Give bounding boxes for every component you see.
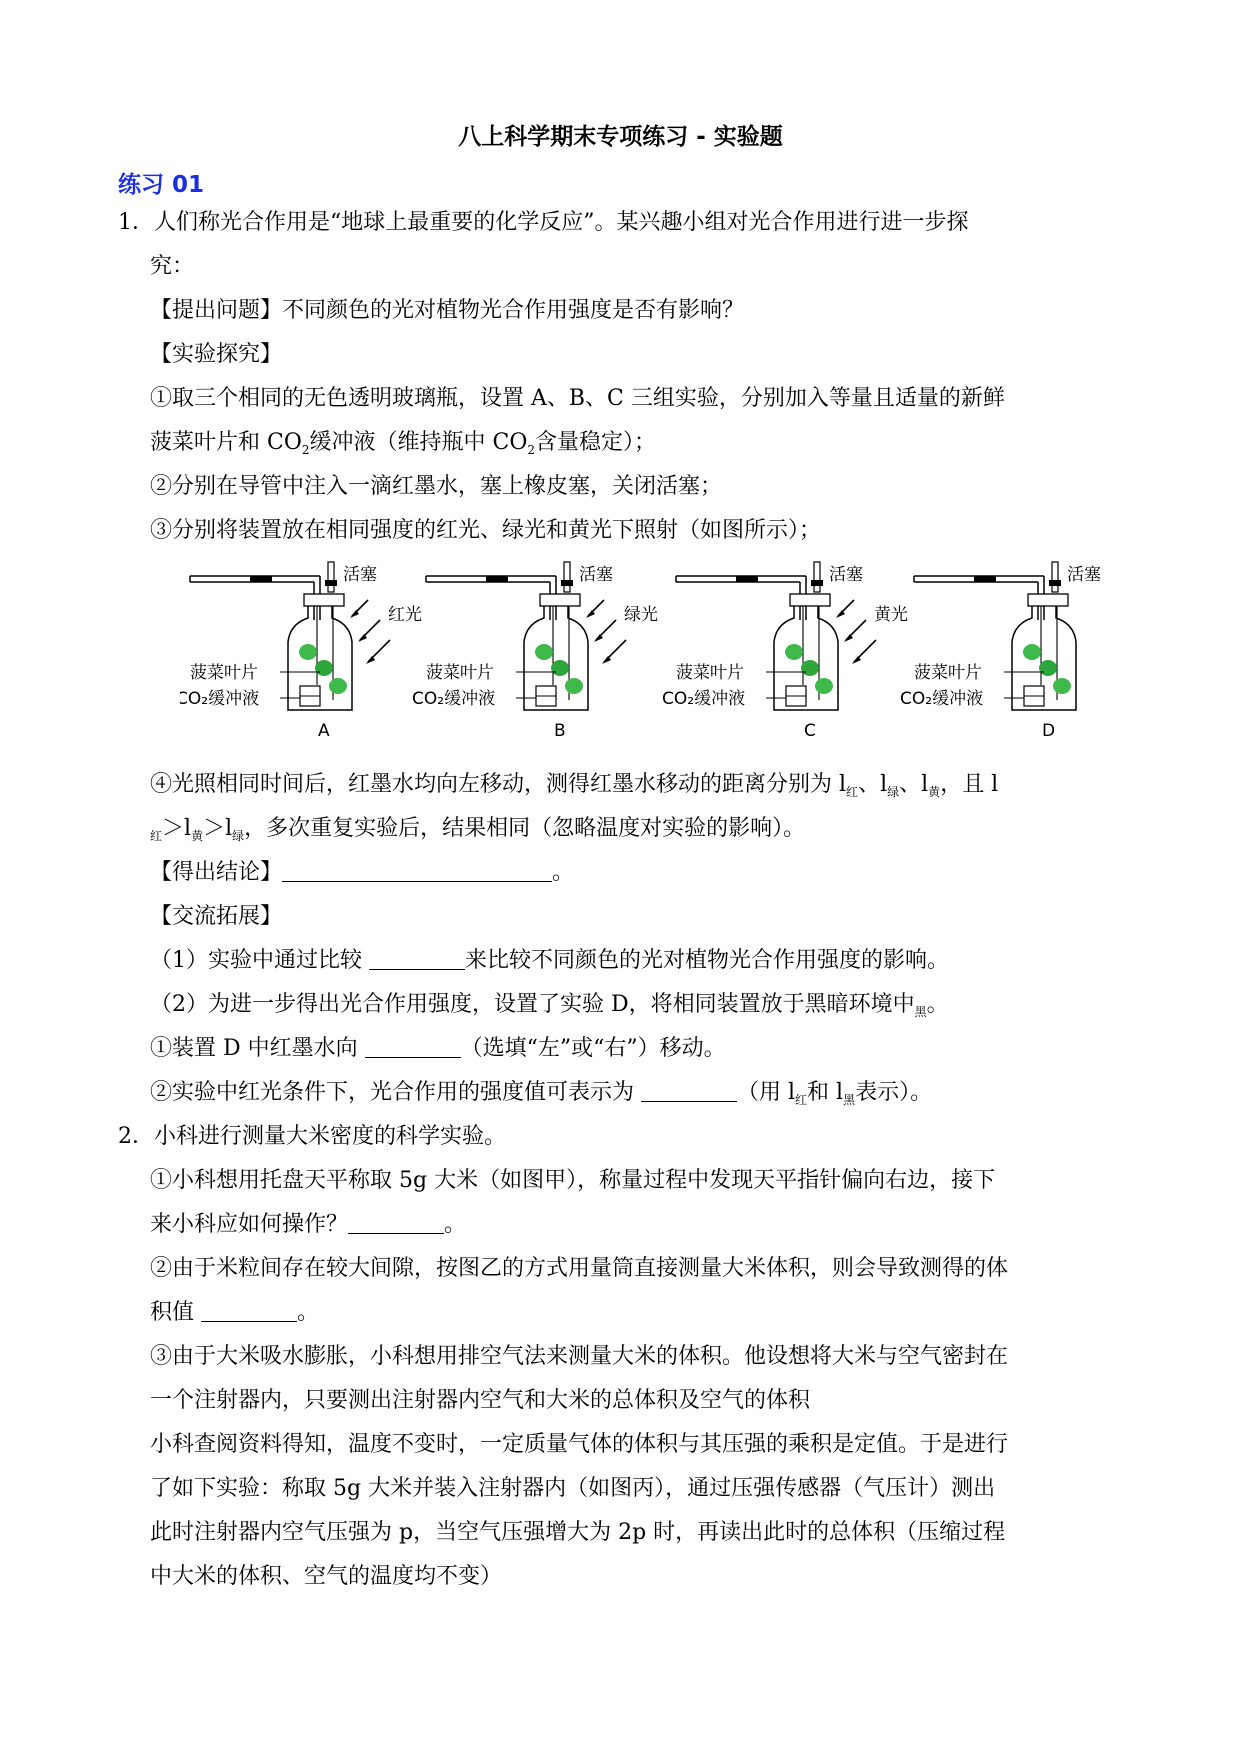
q2-p3-line-1: ③由于大米吸水膨胀，小科想用排空气法来测量大米的体积。他设想将大米与空气密封在 <box>150 1344 1009 1369</box>
leaf-label: 菠菜叶片 <box>914 663 982 683</box>
subscript: 黑 <box>914 1005 927 1019</box>
q2-p4-line-2: 了如下实验：称取 5g 大米并装入注射器内（如图丙），通过压强传感器（气压计）测出 <box>150 1476 996 1501</box>
q1-step4-text: ，且 l <box>940 772 999 797</box>
q2-p4-line-1: 小科查阅资料得知，温度不变时，一定质量气体的体积与其压强的乘积是定值。于是进行 <box>150 1432 1009 1457</box>
q1-ext1 <box>150 948 949 974</box>
leaf-label: 菠菜叶片 <box>190 663 258 683</box>
q2-p1-text: 来小科应如何操作？ <box>150 1212 349 1237</box>
subscript: 2 <box>527 443 536 457</box>
q1-step1-text: 菠菜叶片和 CO <box>150 430 302 455</box>
q1-ext1-text: （1）实验中通过比较 <box>150 948 369 973</box>
q2-p4-line-3: 此时注射器内空气压强为 p，当空气压强增大为 2p 时，再读出此时的总体积（压缩过程 <box>150 1520 1006 1545</box>
valve-label: 活塞 <box>579 565 613 585</box>
leaf-label: 菠菜叶片 <box>676 663 744 683</box>
q1-step4-text: ④光照相同时间后，红墨水均向左移动，测得红墨水移动的距离分别为 l <box>150 772 847 797</box>
label-b: B <box>554 721 566 741</box>
punctuation: 。 <box>926 992 949 1017</box>
q1-extend-label: 【交流拓展】 <box>150 904 283 929</box>
apparatus-diagram <box>180 560 1130 760</box>
q1-question: 【提出问题】不同颜色的光对植物光合作用强度是否有影响？ <box>150 298 745 323</box>
punctuation: 。 <box>552 860 575 885</box>
q2-p3-line-2: 一个注射器内，只要测出注射器内空气和大米的总体积及空气的体积 <box>150 1388 811 1413</box>
q1-number: 1． <box>118 210 154 235</box>
answer-blank-ext1[interactable] <box>369 949 465 970</box>
punctuation: 。 <box>444 1212 467 1237</box>
q1-step1-text: 含量稳定）； <box>535 430 657 455</box>
subscript: 红 <box>795 1093 808 1107</box>
q1-step4-text: 、l <box>858 772 888 797</box>
valve-label: 活塞 <box>829 565 863 585</box>
apparatus-a <box>180 562 422 741</box>
q2-p4-line-4: 中大米的体积、空气的温度均不变） <box>150 1564 503 1589</box>
q1-explore-label: 【实验探究】 <box>150 342 283 367</box>
light-label-yellow: 黄光 <box>874 605 908 625</box>
q1-ext3-text: ①装置 D 中红墨水向 <box>150 1036 365 1061</box>
subscript: 红 <box>150 829 163 843</box>
q1-ext3-text: （选填“左”或“右”）移动。 <box>460 1036 726 1061</box>
q1-step1-text: 缓冲液（维持瓶中 CO <box>309 430 528 455</box>
q1-ext1-text: 来比较不同颜色的光对植物光合作用强度的影响。 <box>465 948 950 973</box>
answer-blank-p2[interactable] <box>201 1301 297 1322</box>
q2-p1-line-1: ①小科想用托盘天平称取 5g 大米（如图甲），称量过程中发现天平指针偏向右边，接下 <box>150 1168 996 1193</box>
subscript: 红 <box>846 785 859 799</box>
apparatus-figure <box>180 560 1130 760</box>
buffer-label: CO₂缓冲液 <box>662 689 746 709</box>
q1-stem-a: 人们称光合作用是“地球上最重要的化学反应”。某兴趣小组对光合作用进行进一步探 <box>154 210 969 235</box>
buffer-label: CO₂缓冲液 <box>180 689 260 709</box>
light-label-red: 红光 <box>388 605 422 625</box>
label-a: A <box>318 721 330 741</box>
subscript: 绿 <box>232 829 245 843</box>
q2-p2-line-2 <box>150 1300 319 1326</box>
subscript: 黄 <box>928 785 941 799</box>
q1-step4-line-1 <box>150 772 998 799</box>
punctuation: 。 <box>297 1300 320 1325</box>
valve-label: 活塞 <box>343 565 377 585</box>
q1-ext3 <box>150 1036 726 1062</box>
q1-ext4-text: （用 l <box>737 1080 796 1105</box>
label-d: D <box>1042 721 1056 741</box>
leaf-label: 菠菜叶片 <box>426 663 494 683</box>
q1-ext4-text: ②实验中红光条件下，光合作用的强度值可表示为 <box>150 1080 641 1105</box>
q2-stem <box>118 1124 506 1150</box>
q1-step1-line-2 <box>150 430 656 457</box>
subscript: 黄 <box>191 829 204 843</box>
q1-ext4-text: 表示）。 <box>855 1080 933 1105</box>
q1-step4-text: ，多次重复实验后，结果相同（忽略温度对实验的影响）。 <box>244 816 806 841</box>
q1-ext4-text: 和 l <box>807 1080 844 1105</box>
valve-label: 活塞 <box>1067 565 1101 585</box>
answer-blank-conclusion[interactable] <box>282 861 552 882</box>
q2-stem-text: 小科进行测量大米密度的科学实验。 <box>154 1124 507 1149</box>
q2-p2-text: 积值 <box>150 1300 201 1325</box>
q1-step4-line-2 <box>150 816 805 843</box>
q1-step1-line-1: ①取三个相同的无色透明玻璃瓶，设置 A、B、C 三组实验，分别加入等量且适量的新鲜 <box>150 386 1005 411</box>
page-title: 八上科学期末专项练习 - 实验题 <box>458 124 783 150</box>
buffer-label: CO₂缓冲液 <box>900 689 984 709</box>
conclusion-label: 【得出结论】 <box>150 860 283 885</box>
label-c: C <box>804 721 816 741</box>
subscript: 2 <box>301 443 310 457</box>
q2-p2-line-1: ②由于米粒间存在较大间隙，按图乙的方式用量筒直接测量大米体积，则会导致测得的体 <box>150 1256 1009 1281</box>
answer-blank-ext3[interactable] <box>365 1037 461 1058</box>
q1-stem-line-2: 究： <box>150 254 195 279</box>
apparatus-c <box>662 562 908 741</box>
answer-blank-p1[interactable] <box>348 1213 444 1234</box>
apparatus-b <box>412 562 658 741</box>
subscript: 绿 <box>887 785 900 799</box>
q1-stem-line-1 <box>118 210 969 236</box>
q1-ext2 <box>150 992 949 1019</box>
buffer-label: CO₂缓冲液 <box>412 689 496 709</box>
q1-conclusion <box>150 860 574 886</box>
q1-ext4 <box>150 1080 932 1107</box>
q1-ext2-text: （2）为进一步得出光合作用强度，设置了实验 D，将相同装置放于黑暗环境中 <box>150 992 915 1017</box>
answer-blank-ext4[interactable] <box>641 1081 737 1102</box>
q1-step4-text: ＞l <box>203 816 233 841</box>
section-heading: 练习 01 <box>118 172 205 198</box>
q1-step2: ②分别在导管中注入一滴红墨水，塞上橡皮塞，关闭活塞； <box>150 474 723 499</box>
q1-step4-text: 、l <box>899 772 929 797</box>
light-label-green: 绿光 <box>624 605 658 625</box>
q2-p1-line-2 <box>150 1212 466 1238</box>
q1-step4-text: ＞l <box>162 816 192 841</box>
q1-step3: ③分别将装置放在相同强度的红光、绿光和黄光下照射（如图所示）； <box>150 518 822 543</box>
apparatus-d <box>900 562 1101 741</box>
q2-number: 2． <box>118 1124 154 1149</box>
subscript: 黑 <box>843 1093 856 1107</box>
